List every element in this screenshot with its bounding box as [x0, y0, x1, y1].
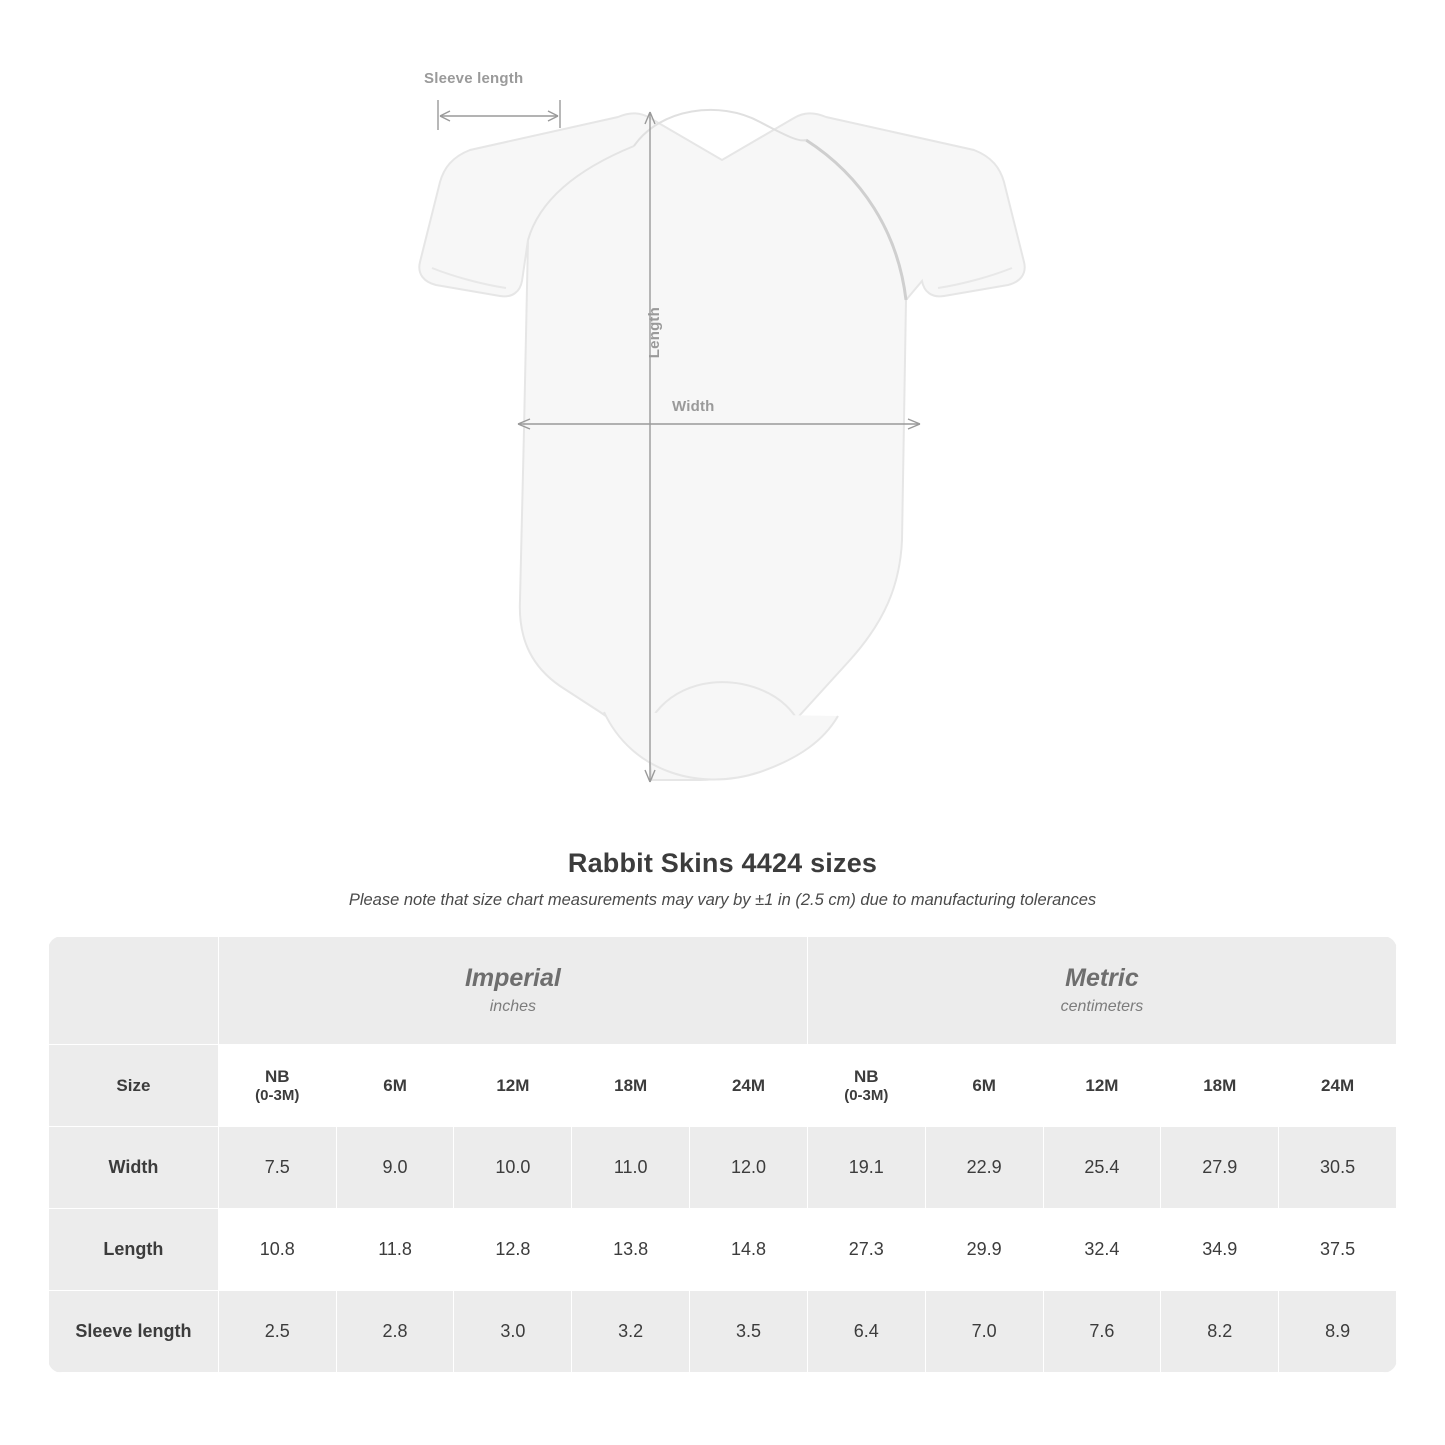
cell-sleeve-12m-in: 3.0: [454, 1291, 572, 1373]
cell-length-18m-cm: 34.9: [1161, 1209, 1279, 1291]
column-header-24m-metric: 24M: [1279, 1045, 1397, 1127]
column-header-12m-imperial: 12M: [454, 1045, 572, 1127]
cell-width-12m-cm: 25.4: [1043, 1127, 1161, 1209]
column-header-sub: (0-3M): [255, 1086, 300, 1104]
cell-length-24m-in: 14.8: [690, 1209, 808, 1291]
width-dimension-label: Width: [672, 398, 715, 415]
column-header-6m-imperial: 6M: [336, 1045, 454, 1127]
column-header-6m-metric: 6M: [925, 1045, 1043, 1127]
unit-row-spacer: [49, 937, 219, 1045]
cell-length-nb-in: 10.8: [218, 1209, 336, 1291]
cell-sleeve-12m-cm: 7.6: [1043, 1291, 1161, 1373]
page-title: Rabbit Skins 4424 sizes: [567, 848, 878, 878]
cell-sleeve-6m-cm: 7.0: [925, 1291, 1043, 1373]
column-header-label: NB: [854, 1066, 879, 1086]
bodysuit-shape: [419, 110, 1024, 780]
cell-length-6m-in: 11.8: [336, 1209, 454, 1291]
column-header-sub: (0-3M): [844, 1086, 889, 1104]
cell-width-6m-in: 9.0: [336, 1127, 454, 1209]
column-header-12m-metric: 12M: [1043, 1045, 1161, 1127]
column-header-label: NB: [264, 1066, 290, 1086]
column-header-18m-metric: 18M: [1161, 1045, 1279, 1127]
size-chart-table: [48, 936, 1397, 1373]
unit-group-metric-sub: centimeters: [1060, 998, 1144, 1016]
length-dimension-label: Length: [646, 307, 663, 359]
cell-width-24m-cm: 30.5: [1279, 1127, 1397, 1209]
cell-length-24m-cm: 37.5: [1279, 1209, 1397, 1291]
cell-width-nb-in: 7.5: [218, 1127, 336, 1209]
cell-length-12m-in: 12.8: [454, 1209, 572, 1291]
cell-width-18m-in: 11.0: [572, 1127, 690, 1209]
column-header-row: [49, 1045, 1397, 1127]
cell-width-nb-cm: 19.1: [807, 1127, 925, 1209]
column-header-nb-imperial: [218, 1045, 336, 1127]
cell-sleeve-6m-in: 2.8: [336, 1291, 454, 1373]
tolerance-note: Please note that size chart measurements may vary by ±1 in (2.5 cm) due to manufacturing tolerances: [348, 891, 1097, 909]
sleeve-length-dimension-label: Sleeve length: [424, 70, 524, 87]
table-row: [49, 1291, 1397, 1373]
table-row: [49, 1127, 1397, 1209]
row-header-sleeve-length: Sleeve length: [49, 1291, 219, 1373]
cell-sleeve-nb-in: 2.5: [218, 1291, 336, 1373]
unit-group-imperial-sub: inches: [489, 998, 536, 1016]
cell-width-24m-in: 12.0: [690, 1127, 808, 1209]
column-header-24m-imperial: 24M: [690, 1045, 808, 1127]
unit-group-imperial-name: Imperial: [464, 963, 561, 992]
unit-group-metric: [807, 937, 1396, 1045]
cell-width-6m-cm: 22.9: [925, 1127, 1043, 1209]
cell-sleeve-nb-cm: 6.4: [807, 1291, 925, 1373]
row-header-width: Width: [49, 1127, 219, 1209]
cell-length-12m-cm: 32.4: [1043, 1209, 1161, 1291]
column-header-nb-metric: [807, 1045, 925, 1127]
cell-sleeve-24m-cm: 8.9: [1279, 1291, 1397, 1373]
row-header-size: Size: [49, 1045, 219, 1127]
row-header-length: Length: [49, 1209, 219, 1291]
cell-length-nb-cm: 27.3: [807, 1209, 925, 1291]
column-header-18m-imperial: 18M: [572, 1045, 690, 1127]
cell-width-12m-in: 10.0: [454, 1127, 572, 1209]
cell-sleeve-24m-in: 3.5: [690, 1291, 808, 1373]
cell-sleeve-18m-cm: 8.2: [1161, 1291, 1279, 1373]
unit-group-metric-name: Metric: [1065, 963, 1139, 992]
cell-length-6m-cm: 29.9: [925, 1209, 1043, 1291]
cell-width-18m-cm: 27.9: [1161, 1127, 1279, 1209]
table-row: [49, 1209, 1397, 1291]
cell-sleeve-18m-in: 3.2: [572, 1291, 690, 1373]
cell-length-18m-in: 13.8: [572, 1209, 690, 1291]
title-block: [0, 848, 1445, 910]
unit-group-row: [49, 937, 1397, 1045]
size-chart-table-wrap: [48, 936, 1397, 1373]
unit-group-imperial: [218, 937, 807, 1045]
